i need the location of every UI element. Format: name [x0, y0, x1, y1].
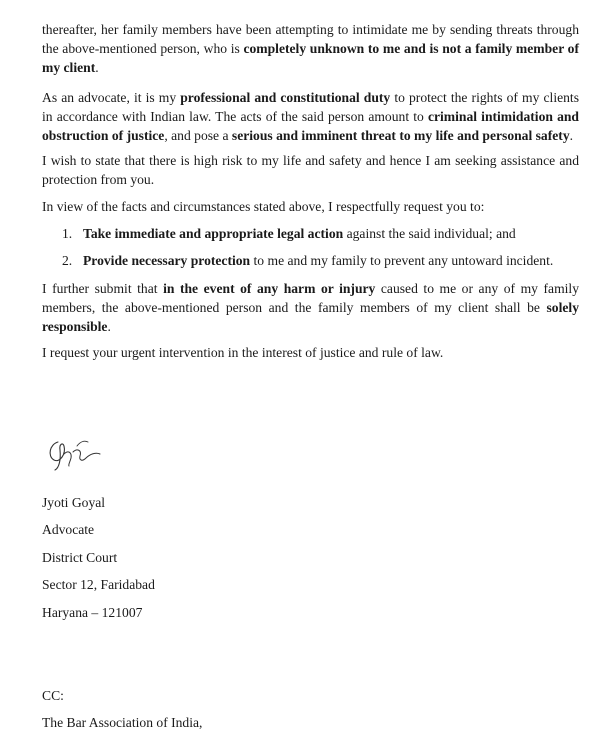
paragraph-intervention: I request your urgent intervention in the interest of justice and rule of law.	[42, 345, 444, 360]
request-text: Provide necessary protection to me and my family to prevent any untoward incident.	[83, 253, 554, 268]
paragraph-duty: As an advocate, it is my professional and constitutional duty to protect the rights of my clients in accordance with Indian law. The acts of the said person amount to criminal intimidation and obstruction of justice, and pose a serious and imminent threat to my life and personal safety.	[42, 90, 579, 143]
request-item-2	[62, 251, 582, 270]
request-number: 1.	[62, 226, 73, 241]
signatory-court: District Court	[42, 550, 118, 565]
emphasis-text: completely unknown to me and is not a family member of my client	[42, 41, 579, 75]
emphasis-text: professional and constitutional duty	[180, 90, 391, 105]
cc-recipient: The Bar Association of India,	[42, 715, 203, 730]
request-text: Take immediate and appropriate legal action against the said individual; and	[83, 226, 516, 241]
signatory-state: Haryana – 121007	[42, 605, 143, 620]
emphasis-text: solely responsible	[42, 300, 579, 334]
emphasis-text: Provide necessary protection	[83, 253, 251, 268]
signatory-title: Advocate	[42, 522, 95, 537]
request-item-1	[62, 224, 582, 243]
emphasis-text: criminal intimidation and obstruction of justice	[42, 109, 579, 143]
emphasis-text: in the event of any harm or injury	[163, 281, 376, 296]
paragraph-threats: thereafter, her family members have been attempting to intimidate me by sending threats through the above-mentioned person, who is completely unknown to me and is not a family member of my client.	[42, 22, 579, 75]
paragraph-liability: I further submit that in the event of any harm or injury caused to me or any of my family members, the above-mentioned person and the family members of my client shall be solely responsible.	[42, 281, 579, 334]
request-number: 2.	[62, 253, 73, 268]
signatory-name: Jyoti Goyal	[42, 495, 106, 510]
emphasis-text: Take immediate and appropriate legal action	[83, 226, 344, 241]
cc-label: CC:	[42, 688, 64, 703]
emphasis-text: serious and imminent threat to my life and personal safety	[231, 128, 570, 143]
signatory-sector: Sector 12, Faridabad	[42, 577, 155, 592]
handwritten-signature	[44, 432, 106, 474]
paragraph-request-intro: In view of the facts and circumstances stated above, I respectfully request you to:	[42, 199, 485, 214]
paragraph-risk: I wish to state that there is high risk to my life and safety and hence I am seeking assistance and protection from you.	[42, 153, 579, 187]
